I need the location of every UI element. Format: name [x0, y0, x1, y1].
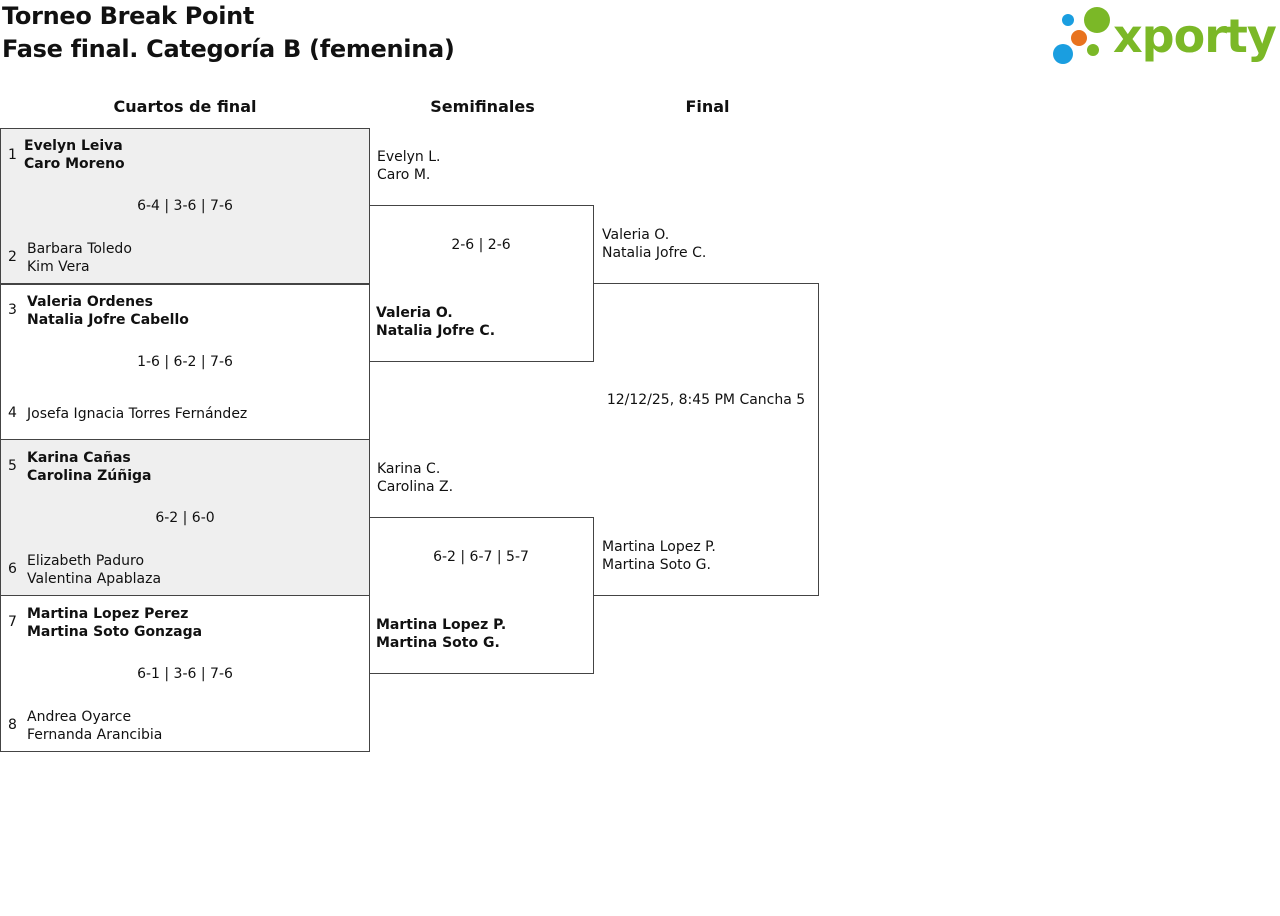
seed-number: 3 — [8, 302, 17, 318]
player-name: Evelyn L. — [377, 149, 441, 165]
page-title: Torneo Break Point — [2, 2, 255, 30]
seed-number: 5 — [8, 458, 17, 474]
player-name: Martina Lopez Perez — [27, 606, 189, 622]
player-name: Elizabeth Paduro — [27, 553, 145, 569]
player-name: Martina Soto G. — [602, 557, 711, 573]
team-loser — [27, 708, 162, 744]
round-heading-semifinals: Semifinales — [430, 97, 535, 116]
semifinal-match-2 — [369, 517, 594, 674]
team-winner — [27, 449, 151, 485]
match-score: 2-6 | 2-6 — [451, 237, 511, 253]
seed-number: 4 — [8, 405, 17, 421]
player-name: Carolina Z. — [377, 479, 454, 495]
player-name: Kim Vera — [27, 259, 90, 275]
seed-number: 8 — [8, 717, 17, 733]
player-name: Natalia Jofre Cabello — [27, 312, 189, 328]
player-name: Carolina Zúñiga — [27, 468, 152, 484]
seed-number: 7 — [8, 614, 17, 630]
player-name: Valeria O. — [376, 305, 453, 321]
semifinal-1-team-winner — [376, 304, 495, 340]
seed-number: 6 — [8, 561, 17, 577]
match-score: 6-4 | 3-6 | 7-6 — [137, 198, 233, 214]
player-name: Valentina Apablaza — [27, 571, 162, 587]
seed-number: 2 — [8, 249, 17, 265]
player-name: Caro M. — [377, 167, 431, 183]
player-name: Valeria O. — [602, 227, 670, 243]
player-name: Andrea Oyarce — [27, 709, 132, 725]
semifinal-1-team-top — [377, 148, 441, 184]
quarterfinal-match-2 — [0, 283, 370, 440]
logo-text: xporty — [1113, 9, 1276, 63]
logo-dots-icon — [1050, 3, 1112, 69]
player-name: Martina Soto G. — [376, 635, 500, 651]
team-loser — [27, 405, 247, 423]
player-name: Martina Soto Gonzaga — [27, 624, 203, 640]
semifinal-2-team-top — [377, 460, 453, 496]
player-name: Caro Moreno — [24, 156, 125, 172]
team-loser — [27, 552, 161, 588]
team-winner — [24, 137, 125, 173]
player-name: Martina Lopez P. — [602, 539, 716, 555]
team-winner — [27, 293, 189, 329]
quarterfinal-match-4 — [0, 595, 370, 752]
player-name: Josefa Ignacia Torres Fernández — [27, 406, 248, 422]
player-name: Natalia Jofre C. — [376, 323, 496, 339]
match-score: 1-6 | 6-2 | 7-6 — [137, 354, 233, 370]
round-heading-quarterfinals: Cuartos de final — [113, 97, 257, 116]
team-winner — [27, 605, 202, 641]
page-subtitle: Fase final. Categoría B (femenina) — [2, 35, 455, 63]
xporty-logo[interactable] — [1050, 3, 1276, 69]
seed-number: 1 — [8, 147, 17, 163]
round-heading-final: Final — [685, 97, 730, 116]
player-name: Natalia Jofre C. — [602, 245, 707, 261]
semifinal-match-1 — [369, 205, 594, 362]
player-name: Evelyn Leiva — [24, 138, 123, 154]
match-score: 6-2 | 6-7 | 5-7 — [433, 549, 529, 565]
player-name: Karina C. — [377, 461, 441, 477]
player-name: Martina Lopez P. — [376, 617, 507, 633]
final-team-bottom — [602, 538, 716, 574]
match-score: 6-2 | 6-0 — [155, 510, 215, 526]
final-team-top — [602, 226, 706, 262]
match-score: 6-1 | 3-6 | 7-6 — [137, 666, 233, 682]
team-loser — [27, 240, 132, 276]
semifinal-2-team-winner — [376, 616, 506, 652]
final-schedule: 12/12/25, 8:45 PM Cancha 5 — [606, 392, 806, 408]
player-name: Valeria Ordenes — [27, 294, 153, 310]
player-name: Karina Cañas — [27, 450, 131, 466]
quarterfinal-match-3 — [0, 439, 370, 596]
player-name: Fernanda Arancibia — [27, 727, 163, 743]
quarterfinal-match-1 — [0, 128, 370, 285]
player-name: Barbara Toledo — [27, 241, 132, 257]
